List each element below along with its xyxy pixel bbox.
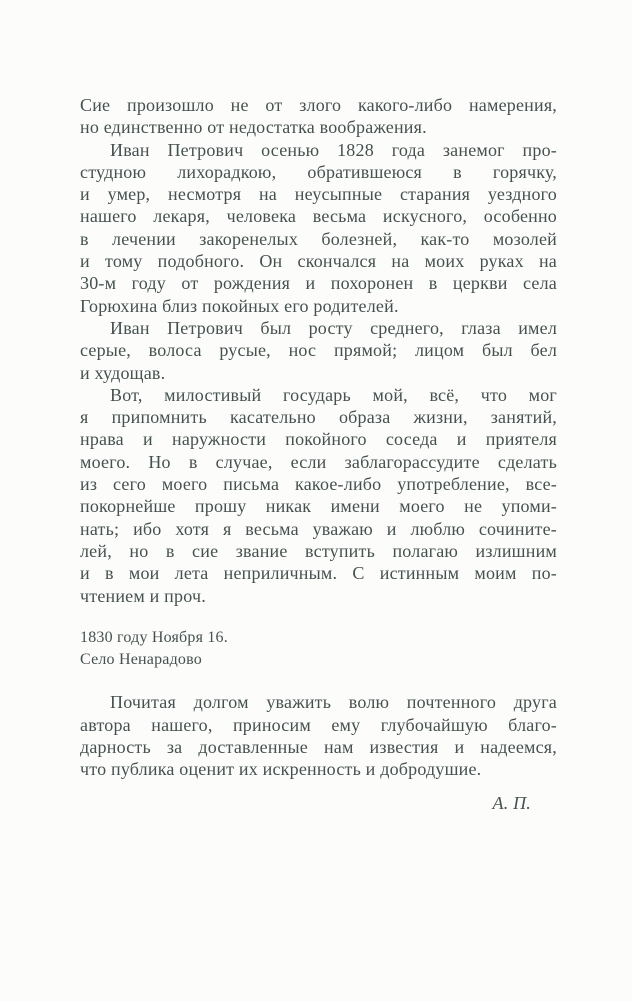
dateline bbox=[80, 627, 557, 672]
text-line: из сего моего письма какое-либо употребление, все- bbox=[80, 474, 557, 495]
text-line: покорнейше прошу никак имени моего не упоми- bbox=[80, 496, 557, 517]
text-line: лей, но в сие звание вступить полагаю излишним bbox=[80, 540, 557, 561]
text-line: и умер, несмотря на неусыпные старания уездного bbox=[80, 184, 557, 205]
text-line: нать; ибо хотя я весьма уважаю и люблю сочините- bbox=[80, 518, 557, 539]
text-line: моего. Но в случае, если заблагорассудите сделать bbox=[80, 451, 557, 472]
paragraph bbox=[80, 94, 557, 139]
text-line: Сие произошло не от злого какого-либо намерения, bbox=[80, 95, 557, 115]
paragraph bbox=[80, 317, 557, 384]
text-line: в лечении закоренелых болезней, как-то мозолей bbox=[80, 228, 557, 249]
text-line: студною лихорадкою, обратившеюся в горячку, bbox=[80, 161, 557, 182]
text-line: нашего лекаря, человека весьма искусного, особенно bbox=[80, 206, 557, 227]
text-line: дарность за доставленные нам известия и надеемся, bbox=[80, 737, 557, 758]
text-line: Почитая долгом уважить волю почтенного друга bbox=[110, 692, 557, 713]
paragraph bbox=[80, 384, 557, 607]
afterword bbox=[80, 691, 557, 780]
body-text bbox=[80, 94, 557, 814]
place-line: Село Ненарадово bbox=[80, 651, 202, 669]
text-line: чтением и проч. bbox=[80, 585, 206, 606]
text-line: серые, волоса русые, нос прямой; лицом был бел bbox=[80, 340, 557, 361]
text-line: автора нашего, приносим ему глубочайшую благо- bbox=[80, 714, 557, 735]
text-line: Горюхина близ покойных его родителей. bbox=[80, 295, 399, 316]
signature: А. П. bbox=[492, 792, 531, 813]
text-line: нрава и наружности покойного соседа и приятеля bbox=[80, 429, 557, 450]
text-line: я припомнить касательно образа жизни, занятий, bbox=[80, 407, 557, 428]
text-line: но единственно от недостатка воображения. bbox=[80, 117, 427, 138]
text-line: Иван Петрович был росту среднего, глаза имел bbox=[110, 317, 557, 338]
text-line: Вот, милостивый государь мой, всё, что мог bbox=[110, 384, 557, 405]
text-line: и худощав. bbox=[80, 362, 166, 383]
paragraph bbox=[80, 139, 557, 317]
text-line: и в мои лета неприличным. С истинным моим по- bbox=[80, 563, 557, 584]
text-line: и тому подобного. Он скончался на моих руках на bbox=[80, 251, 557, 272]
date-line: 1830 году Ноября 16. bbox=[80, 628, 228, 646]
text-line: Иван Петрович осенью 1828 года занемог про- bbox=[110, 139, 557, 160]
text-line: что публика оценит их искренность и добродушие. bbox=[80, 759, 482, 780]
text-line: 30-м году от рождения и похоронен в церкви села bbox=[80, 273, 557, 294]
